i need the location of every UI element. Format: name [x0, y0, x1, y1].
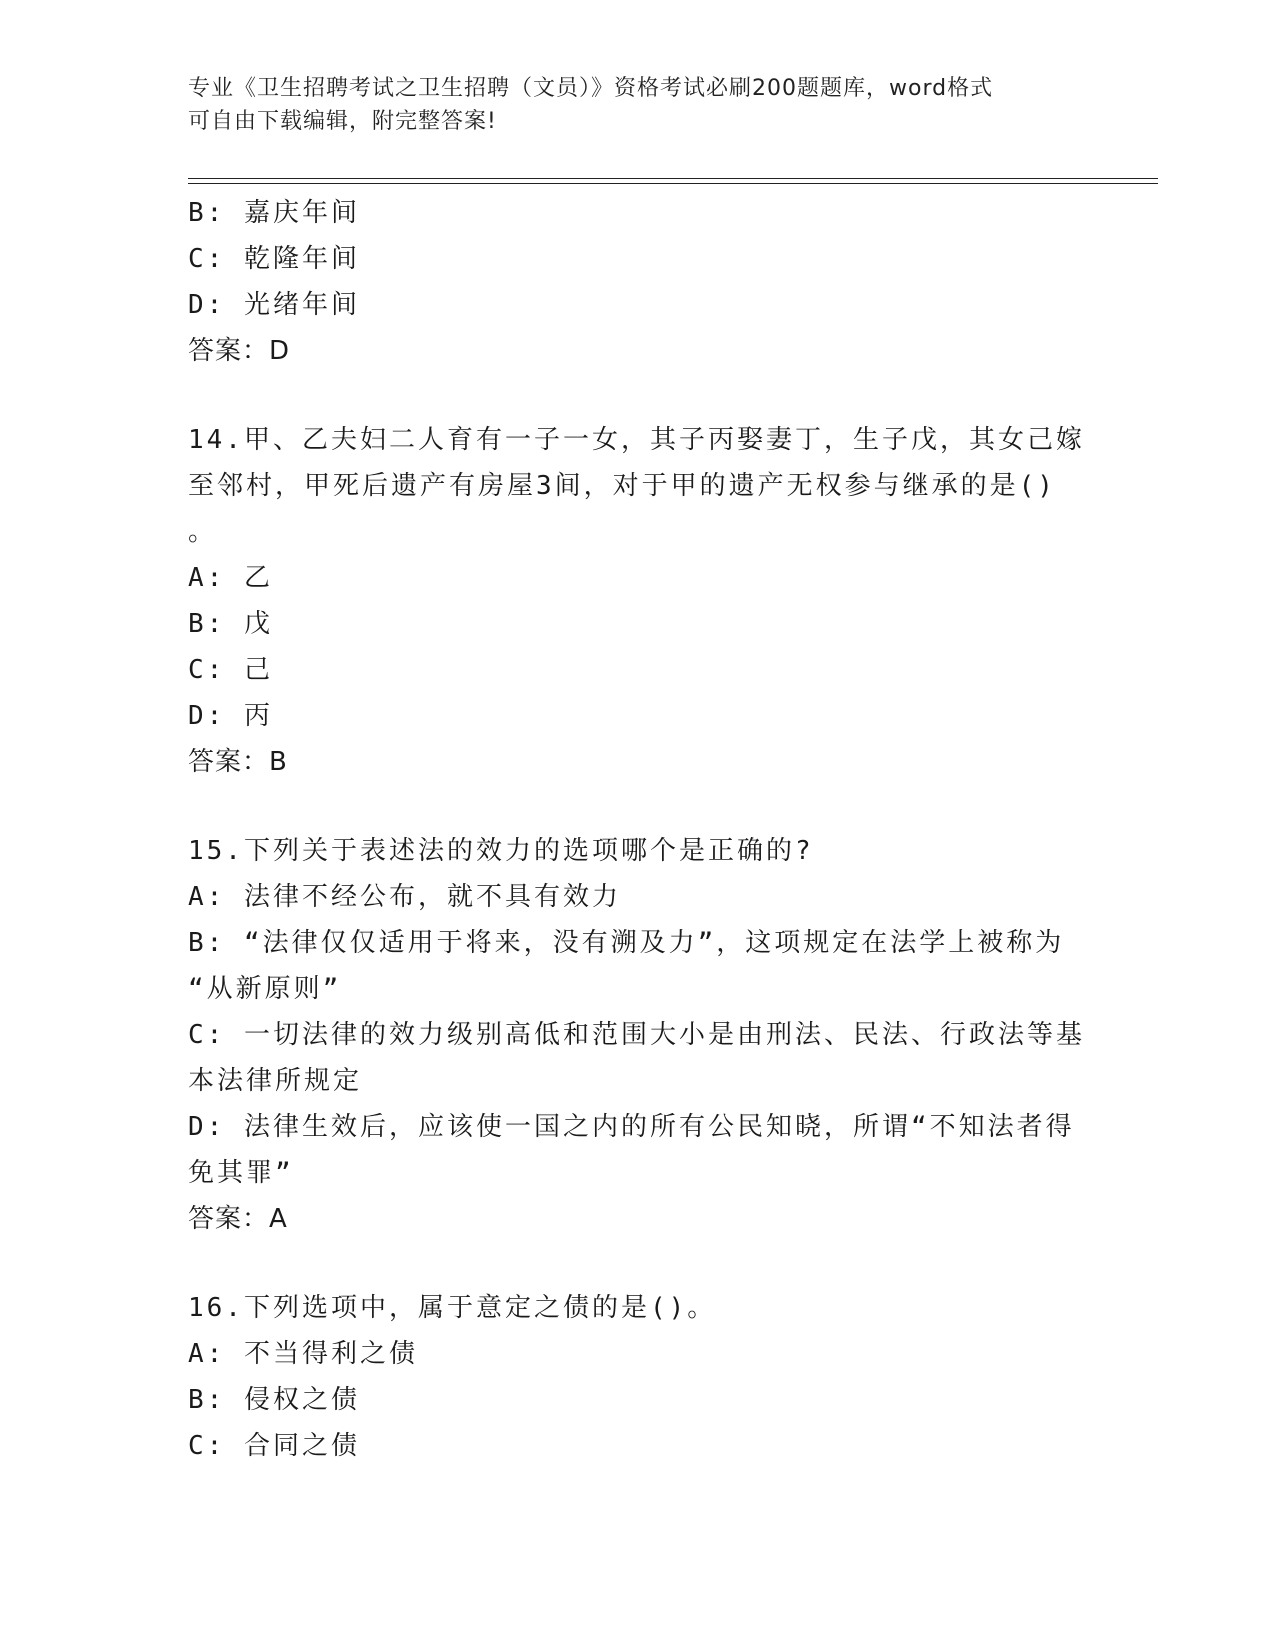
option-b: B: 嘉庆年间 — [188, 198, 360, 228]
spacer — [188, 785, 1088, 828]
question-stem-cont: 至邻村，甲死后遗产有房屋3间，对于甲的遗产无权参与继承的是() — [188, 471, 1056, 501]
answer-label: 答案：B — [188, 747, 288, 777]
option-b: B: “法律仅仅适用于将来，没有溯及力”，这项规定在法学上被称为 — [188, 928, 1065, 958]
spacer — [188, 374, 1088, 417]
document-header — [188, 72, 1078, 138]
question-16 — [188, 1285, 1088, 1469]
option-c-cont: 本法律所规定 — [188, 1066, 363, 1096]
option-a: A: 法律不经公布，就不具有效力 — [188, 882, 621, 912]
header-rule-top — [188, 178, 1158, 179]
option-c: C: 合同之债 — [188, 1431, 360, 1461]
option-d: D: 法律生效后，应该使一国之内的所有公民知晓，所谓“不知法者得 — [188, 1112, 1075, 1142]
option-d: D: 光绪年间 — [188, 290, 360, 320]
question-13 — [188, 190, 1088, 374]
option-b-cont: “从新原则” — [188, 974, 342, 1004]
option-a: A: 乙 — [188, 563, 273, 593]
question-stem-cont: 。 — [188, 517, 218, 547]
spacer — [188, 1242, 1088, 1285]
question-stem: 14.甲、乙夫妇二人育有一子一女，其子丙娶妻丁，生子戊，其女己嫁 — [188, 425, 1085, 455]
option-a: A: 不当得利之债 — [188, 1339, 418, 1369]
option-b: B: 侵权之债 — [188, 1385, 360, 1415]
option-c: C: 己 — [188, 655, 273, 685]
option-d-cont: 免其罪” — [188, 1158, 294, 1188]
question-body — [188, 190, 1088, 1469]
option-c: C: 一切法律的效力级别高低和范围大小是由刑法、民法、行政法等基 — [188, 1020, 1085, 1050]
answer-label: 答案：A — [188, 1204, 288, 1234]
header-rule-bottom — [188, 183, 1158, 184]
question-14 — [188, 417, 1088, 785]
question-stem: 16.下列选项中，属于意定之债的是()。 — [188, 1293, 717, 1323]
header-title-line2: 可自由下载编辑，附完整答案! — [188, 109, 497, 134]
header-title-line1: 专业《卫生招聘考试之卫生招聘（文员）》资格考试必刷200题题库，word格式 — [188, 76, 994, 101]
option-d: D: 丙 — [188, 701, 273, 731]
question-15 — [188, 828, 1088, 1242]
question-stem: 15.下列关于表述法的效力的选项哪个是正确的? — [188, 836, 814, 866]
answer-label: 答案：D — [188, 336, 291, 366]
option-b: B: 戊 — [188, 609, 273, 639]
option-c: C: 乾隆年间 — [188, 244, 360, 274]
